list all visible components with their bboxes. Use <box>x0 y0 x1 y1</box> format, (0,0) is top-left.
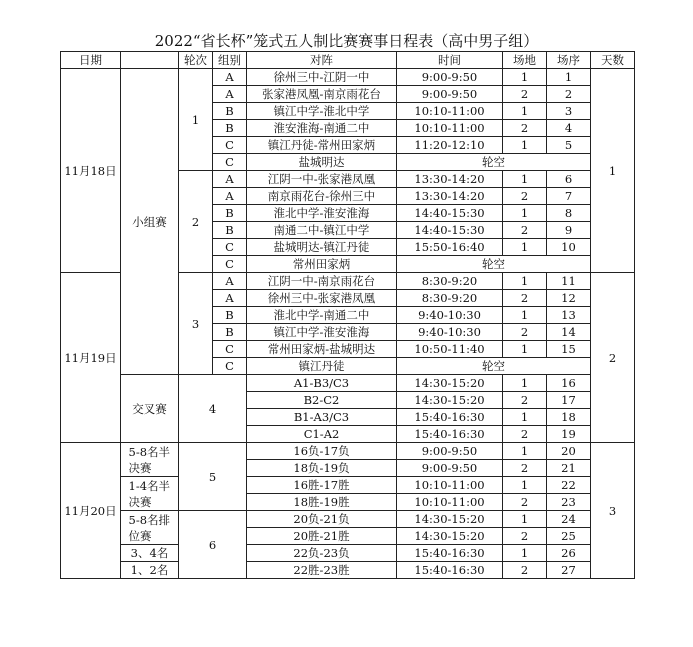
matchup-cell: 江阴一中-张家港凤凰 <box>247 171 397 188</box>
stage-cell-text: 5-8名半决赛 <box>128 444 171 475</box>
stage-cell <box>121 511 179 545</box>
matchup-cell: 22负-23负 <box>247 545 397 562</box>
order-cell: 4 <box>547 120 591 137</box>
venue-cell: 2 <box>503 222 547 239</box>
order-cell: 5 <box>547 137 591 154</box>
venue-cell: 2 <box>503 528 547 545</box>
time-cell: 13:30-14:20 <box>397 188 503 205</box>
venue-cell: 2 <box>503 392 547 409</box>
group-cell: A <box>213 171 247 188</box>
time-cell: 10:10-11:00 <box>397 477 503 494</box>
venue-cell: 1 <box>503 171 547 188</box>
header-row <box>61 52 635 69</box>
header-time: 时间 <box>397 52 503 69</box>
round-cell: 6 <box>179 511 247 579</box>
venue-cell: 1 <box>503 511 547 528</box>
date-cell: 11月18日 <box>61 69 121 273</box>
date-cell: 11月19日 <box>61 273 121 443</box>
matchup-cell: 江阴一中-南京雨花台 <box>247 273 397 290</box>
time-cell: 9:00-9:50 <box>397 460 503 477</box>
order-cell: 19 <box>547 426 591 443</box>
stage-cell <box>121 443 179 477</box>
time-cell: 15:40-16:30 <box>397 426 503 443</box>
group-cell: C <box>213 358 247 375</box>
match-row <box>61 511 635 528</box>
time-cell: 13:30-14:20 <box>397 171 503 188</box>
venue-cell: 2 <box>503 562 547 579</box>
matchup-cell: 20负-21负 <box>247 511 397 528</box>
matchup-cell: A1-B3/C3 <box>247 375 397 392</box>
time-cell: 15:40-16:30 <box>397 545 503 562</box>
time-cell: 9:00-9:50 <box>397 69 503 86</box>
time-cell: 9:40-10:30 <box>397 307 503 324</box>
order-cell: 7 <box>547 188 591 205</box>
order-cell: 27 <box>547 562 591 579</box>
bye-cell: 轮空 <box>397 154 591 171</box>
group-cell: A <box>213 69 247 86</box>
venue-cell: 2 <box>503 290 547 307</box>
group-cell: B <box>213 120 247 137</box>
time-cell: 11:20-12:10 <box>397 137 503 154</box>
time-cell: 15:50-16:40 <box>397 239 503 256</box>
matchup-cell: 镇江丹徒-常州田家炳 <box>247 137 397 154</box>
order-cell: 24 <box>547 511 591 528</box>
header-matchup: 对阵 <box>247 52 397 69</box>
venue-cell: 2 <box>503 188 547 205</box>
group-cell: A <box>213 290 247 307</box>
header-group: 组别 <box>213 52 247 69</box>
matchup-cell: 16负-17负 <box>247 443 397 460</box>
matchup-cell: 常州田家炳-盐城明达 <box>247 341 397 358</box>
order-cell: 12 <box>547 290 591 307</box>
venue-cell: 1 <box>503 307 547 324</box>
time-cell: 10:10-11:00 <box>397 494 503 511</box>
order-cell: 25 <box>547 528 591 545</box>
header-venue: 场地 <box>503 52 547 69</box>
matchup-cell: 盐城明达 <box>247 154 397 171</box>
day-cell: 2 <box>591 273 635 443</box>
time-cell: 10:10-11:00 <box>397 120 503 137</box>
order-cell: 21 <box>547 460 591 477</box>
day-cell: 1 <box>591 69 635 273</box>
order-cell: 17 <box>547 392 591 409</box>
group-cell: C <box>213 239 247 256</box>
matchup-cell: B2-C2 <box>247 392 397 409</box>
time-cell: 14:30-15:20 <box>397 375 503 392</box>
time-cell: 15:40-16:30 <box>397 562 503 579</box>
matchup-cell: B1-A3/C3 <box>247 409 397 426</box>
group-cell: B <box>213 307 247 324</box>
match-row <box>61 375 635 392</box>
group-cell: C <box>213 256 247 273</box>
time-cell: 9:40-10:30 <box>397 324 503 341</box>
order-cell: 14 <box>547 324 591 341</box>
match-row <box>61 69 635 86</box>
order-cell: 10 <box>547 239 591 256</box>
time-cell: 14:40-15:30 <box>397 205 503 222</box>
stage-cell-text: 1-4名半决赛 <box>128 478 171 509</box>
matchup-cell: 张家港凤凰-南京雨花台 <box>247 86 397 103</box>
group-cell: C <box>213 341 247 358</box>
time-cell: 10:10-11:00 <box>397 103 503 120</box>
header-round: 轮次 <box>179 52 213 69</box>
matchup-cell: 20胜-21胜 <box>247 528 397 545</box>
venue-cell: 1 <box>503 409 547 426</box>
matchup-cell: 镇江中学-淮安淮海 <box>247 324 397 341</box>
round-cell: 5 <box>179 443 247 511</box>
round-cell: 2 <box>179 171 213 273</box>
order-cell: 13 <box>547 307 591 324</box>
header-order: 场序 <box>547 52 591 69</box>
matchup-cell: 南京雨花台-徐州三中 <box>247 188 397 205</box>
header-day: 天数 <box>591 52 635 69</box>
time-cell: 14:40-15:30 <box>397 222 503 239</box>
order-cell: 20 <box>547 443 591 460</box>
order-cell: 8 <box>547 205 591 222</box>
match-row <box>61 545 635 562</box>
stage-cell: 3、4名 <box>121 545 179 562</box>
group-cell: B <box>213 103 247 120</box>
order-cell: 1 <box>547 69 591 86</box>
stage-cell: 1、2名 <box>121 562 179 579</box>
venue-cell: 1 <box>503 205 547 222</box>
order-cell: 6 <box>547 171 591 188</box>
venue-cell: 1 <box>503 341 547 358</box>
stage-cell: 交叉赛 <box>121 375 179 443</box>
bye-cell: 轮空 <box>397 256 591 273</box>
venue-cell: 1 <box>503 545 547 562</box>
matchup-cell: 淮北中学-南通二中 <box>247 307 397 324</box>
group-cell: C <box>213 154 247 171</box>
round-cell: 3 <box>179 273 213 375</box>
venue-cell: 1 <box>503 477 547 494</box>
order-cell: 9 <box>547 222 591 239</box>
matchup-cell: 徐州三中-张家港凤凰 <box>247 290 397 307</box>
matchup-cell: 淮北中学-淮安淮海 <box>247 205 397 222</box>
time-cell: 8:30-9:20 <box>397 273 503 290</box>
group-cell: A <box>213 188 247 205</box>
match-row <box>61 562 635 579</box>
group-cell: A <box>213 273 247 290</box>
matchup-cell: 16胜-17胜 <box>247 477 397 494</box>
matchup-cell: 镇江中学-淮北中学 <box>247 103 397 120</box>
stage-cell <box>121 477 179 511</box>
order-cell: 15 <box>547 341 591 358</box>
group-cell: C <box>213 137 247 154</box>
matchup-cell: 镇江丹徒 <box>247 358 397 375</box>
time-cell: 14:30-15:20 <box>397 528 503 545</box>
order-cell: 18 <box>547 409 591 426</box>
venue-cell: 1 <box>503 239 547 256</box>
stage-cell: 小组赛 <box>121 69 179 375</box>
header-date: 日期 <box>61 52 121 69</box>
time-cell: 14:30-15:20 <box>397 511 503 528</box>
time-cell: 8:30-9:20 <box>397 290 503 307</box>
time-cell: 9:00-9:50 <box>397 443 503 460</box>
order-cell: 22 <box>547 477 591 494</box>
date-cell: 11月20日 <box>61 443 121 579</box>
group-cell: B <box>213 222 247 239</box>
matchup-cell: 18负-19负 <box>247 460 397 477</box>
matchup-cell: 淮安淮海-南通二中 <box>247 120 397 137</box>
venue-cell: 1 <box>503 443 547 460</box>
matchup-cell: 南通二中-镇江中学 <box>247 222 397 239</box>
venue-cell: 2 <box>503 460 547 477</box>
match-row <box>61 477 635 494</box>
venue-cell: 2 <box>503 324 547 341</box>
round-cell: 1 <box>179 69 213 171</box>
time-cell: 14:30-15:20 <box>397 392 503 409</box>
order-cell: 2 <box>547 86 591 103</box>
venue-cell: 2 <box>503 494 547 511</box>
round-cell: 4 <box>179 375 247 443</box>
matchup-cell: 徐州三中-江阴一中 <box>247 69 397 86</box>
time-cell: 9:00-9:50 <box>397 86 503 103</box>
matchup-cell: 常州田家炳 <box>247 256 397 273</box>
stage-cell-text: 5-8名排位赛 <box>128 512 171 543</box>
order-cell: 11 <box>547 273 591 290</box>
matchup-cell: C1-A2 <box>247 426 397 443</box>
time-cell: 15:40-16:30 <box>397 409 503 426</box>
venue-cell: 2 <box>503 426 547 443</box>
venue-cell: 1 <box>503 103 547 120</box>
matchup-cell: 18胜-19胜 <box>247 494 397 511</box>
order-cell: 23 <box>547 494 591 511</box>
venue-cell: 1 <box>503 375 547 392</box>
day-cell: 3 <box>591 443 635 579</box>
venue-cell: 1 <box>503 69 547 86</box>
bye-cell: 轮空 <box>397 358 591 375</box>
order-cell: 3 <box>547 103 591 120</box>
venue-cell: 2 <box>503 86 547 103</box>
group-cell: B <box>213 205 247 222</box>
order-cell: 16 <box>547 375 591 392</box>
matchup-cell: 22胜-23胜 <box>247 562 397 579</box>
order-cell: 26 <box>547 545 591 562</box>
schedule-table <box>60 51 635 579</box>
venue-cell: 1 <box>503 137 547 154</box>
venue-cell: 2 <box>503 120 547 137</box>
matchup-cell: 盐城明达-镇江丹徒 <box>247 239 397 256</box>
match-row <box>61 443 635 460</box>
group-cell: B <box>213 324 247 341</box>
venue-cell: 1 <box>503 273 547 290</box>
page-title: 2022“省长杯”笼式五人制比赛赛事日程表（高中男子组） <box>154 32 539 50</box>
header-stage <box>121 52 179 69</box>
time-cell: 10:50-11:40 <box>397 341 503 358</box>
group-cell: A <box>213 86 247 103</box>
